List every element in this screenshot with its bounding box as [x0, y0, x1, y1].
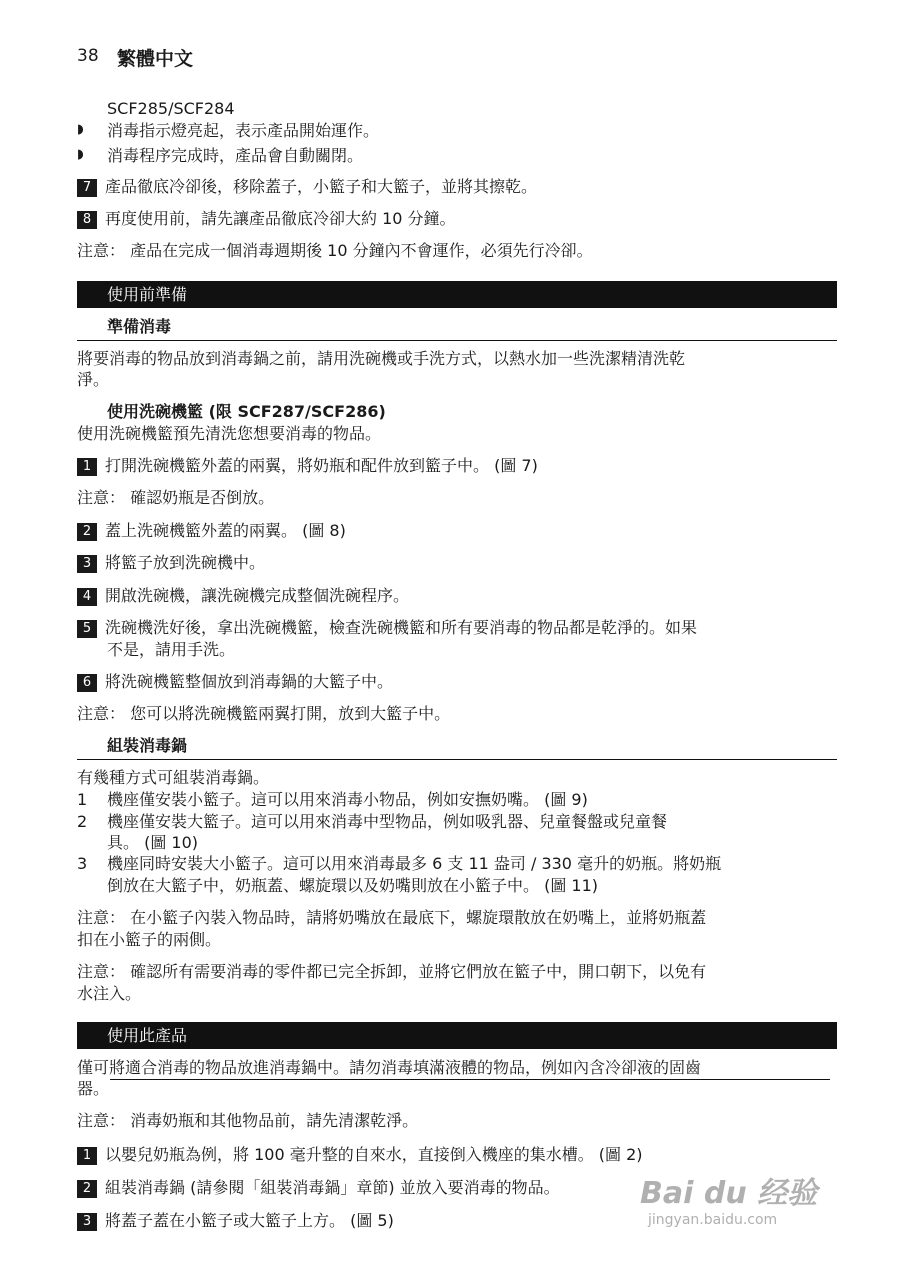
divider: [110, 1079, 830, 1080]
list-text: 機座同時安裝大小籃子。這可以用來消毒最多 6 支 11 盎司 / 330 毫升的奶瓶。將奶瓶: [107, 854, 722, 873]
step-text: 再度使用前，請先讓產品徹底冷卻大約 10 分鐘。: [105, 209, 456, 228]
list-item: [77, 811, 667, 833]
bullet-icon: ◗: [77, 122, 84, 137]
list-number: 3: [77, 854, 88, 873]
note: 注意： 產品在完成一個消毒週期後 10 分鐘內不會運作，必須先行冷卻。: [77, 241, 593, 260]
step-2: [77, 520, 346, 542]
bullet-text: 消毒程序完成時，產品會自動關閉。: [107, 146, 364, 165]
step-text: 將蓋子蓋在小籃子或大籃子上方。 (圖 5): [105, 1211, 394, 1230]
step-number: 2: [77, 1180, 97, 1198]
list-number: 1: [77, 790, 88, 809]
step-2: [77, 1177, 560, 1199]
step-number: 6: [77, 674, 97, 692]
step-3: [77, 1210, 394, 1232]
step-number: 3: [77, 1213, 97, 1231]
step-1: [77, 1144, 643, 1166]
paragraph-line: 有幾種方式可組裝消毒鍋。: [77, 768, 270, 787]
paragraph-line: 僅可將適合消毒的物品放進消毒鍋中。請勿消毒填滿液體的物品，例如內含冷卻液的固齒: [77, 1058, 702, 1077]
watermark-url: jingyan.baidu.com: [648, 1212, 778, 1228]
step-text: 將洗碗機籃整個放到消毒鍋的大籃子中。: [105, 672, 394, 691]
note: 注意： 在小籃子內裝入物品時，請將奶嘴放在最底下，螺旋環散放在奶嘴上，並將奶瓶蓋: [77, 908, 707, 927]
note: 注意： 確認所有需要消毒的零件都已完全拆卸，並將它們放在籃子中，開口朝下，以免有: [77, 962, 707, 981]
list-item: [77, 789, 588, 811]
step-5: [77, 617, 697, 639]
section-title: 使用前準備: [107, 285, 188, 304]
step-text: 開啟洗碗機，讓洗碗機完成整個洗碗程序。: [105, 586, 410, 605]
section-header: [77, 1022, 837, 1049]
step-text: 產品徹底冷卻後，移除蓋子，小籃子和大籃子，並將其擦乾。: [105, 177, 538, 196]
step-number: 2: [77, 523, 97, 541]
step-text: 洗碗機洗好後，拿出洗碗機籃，檢查洗碗機籃和所有要消毒的物品都是乾淨的。如果: [105, 618, 698, 637]
step-7: [77, 176, 537, 198]
note: 注意： 消毒奶瓶和其他物品前，請先清潔乾淨。: [77, 1111, 419, 1130]
watermark-logo: Bai du 经验: [640, 1176, 818, 1211]
divider: [77, 759, 837, 760]
step-number: 3: [77, 555, 97, 573]
step-text-continued: 不是，請用手洗。: [107, 640, 236, 659]
section-title: 使用此產品: [107, 1026, 188, 1045]
step-text: 組裝消毒鍋 (請參閱「組裝消毒鍋」章節) 並放入要消毒的物品。: [105, 1178, 560, 1197]
step-number: 7: [77, 179, 97, 197]
step-number: 8: [77, 211, 97, 229]
list-text: 機座僅安裝大籃子。這可以用來消毒中型物品，例如吸乳器、兒童餐盤或兒童餐: [107, 812, 668, 831]
step-4: [77, 585, 409, 607]
step-3: [77, 552, 265, 574]
bullet-icon: ◗: [77, 147, 84, 162]
step-number: 1: [77, 458, 97, 476]
step-text: 打開洗碗機籃外蓋的兩翼，將奶瓶和配件放到籃子中。 (圖 7): [105, 456, 538, 475]
section-header: [77, 281, 837, 308]
step-8: [77, 208, 456, 230]
paragraph-line: 淨。: [77, 370, 110, 389]
note-continued: 水注入。: [77, 984, 142, 1003]
model-label: SCF285/SCF284: [107, 99, 235, 118]
step-1: [77, 455, 538, 477]
list-text-continued: 具。 (圖 10): [107, 833, 199, 852]
list-item: [77, 853, 721, 875]
page-language: 繁體中文: [117, 48, 194, 70]
step-text: 將籃子放到洗碗機中。: [105, 553, 266, 572]
paragraph-line: 器。: [77, 1079, 110, 1098]
list-number: 2: [77, 812, 88, 831]
step-6: [77, 671, 393, 693]
bullet-text: 消毒指示燈亮起，表示產品開始運作。: [107, 121, 380, 140]
step-number: 5: [77, 620, 97, 638]
step-number: 1: [77, 1147, 97, 1165]
subsection-title: 準備消毒: [107, 317, 172, 336]
step-number: 4: [77, 588, 97, 606]
page-number: 38: [77, 46, 99, 66]
divider: [77, 340, 837, 341]
subsection-title: 組裝消毒鍋: [107, 736, 188, 755]
step-text: 蓋上洗碗機籃外蓋的兩翼。 (圖 8): [105, 521, 346, 540]
paragraph-line: 將要消毒的物品放到消毒鍋之前，請用洗碗機或手洗方式，以熱水加一些洗潔精清洗乾: [77, 349, 686, 368]
dishwasher-desc: 使用洗碗機籃預先清洗您想要消毒的物品。: [77, 424, 382, 443]
step-text: 以嬰兒奶瓶為例，將 100 毫升整的自來水，直接倒入機座的集水槽。 (圖 2): [105, 1145, 643, 1164]
note: 注意： 您可以將洗碗機籃兩翼打開，放到大籃子中。: [77, 704, 451, 723]
list-text: 機座僅安裝小籃子。這可以用來消毒小物品，例如安撫奶嘴。 (圖 9): [107, 790, 588, 809]
note-continued: 扣在小籃子的兩側。: [77, 930, 222, 949]
dishwasher-title: 使用洗碗機籃 (限 SCF287/SCF286): [107, 402, 386, 421]
note: 注意： 確認奶瓶是否倒放。: [77, 488, 275, 507]
list-text-continued: 倒放在大籃子中，奶瓶蓋、螺旋環以及奶嘴則放在小籃子中。 (圖 11): [107, 876, 599, 895]
